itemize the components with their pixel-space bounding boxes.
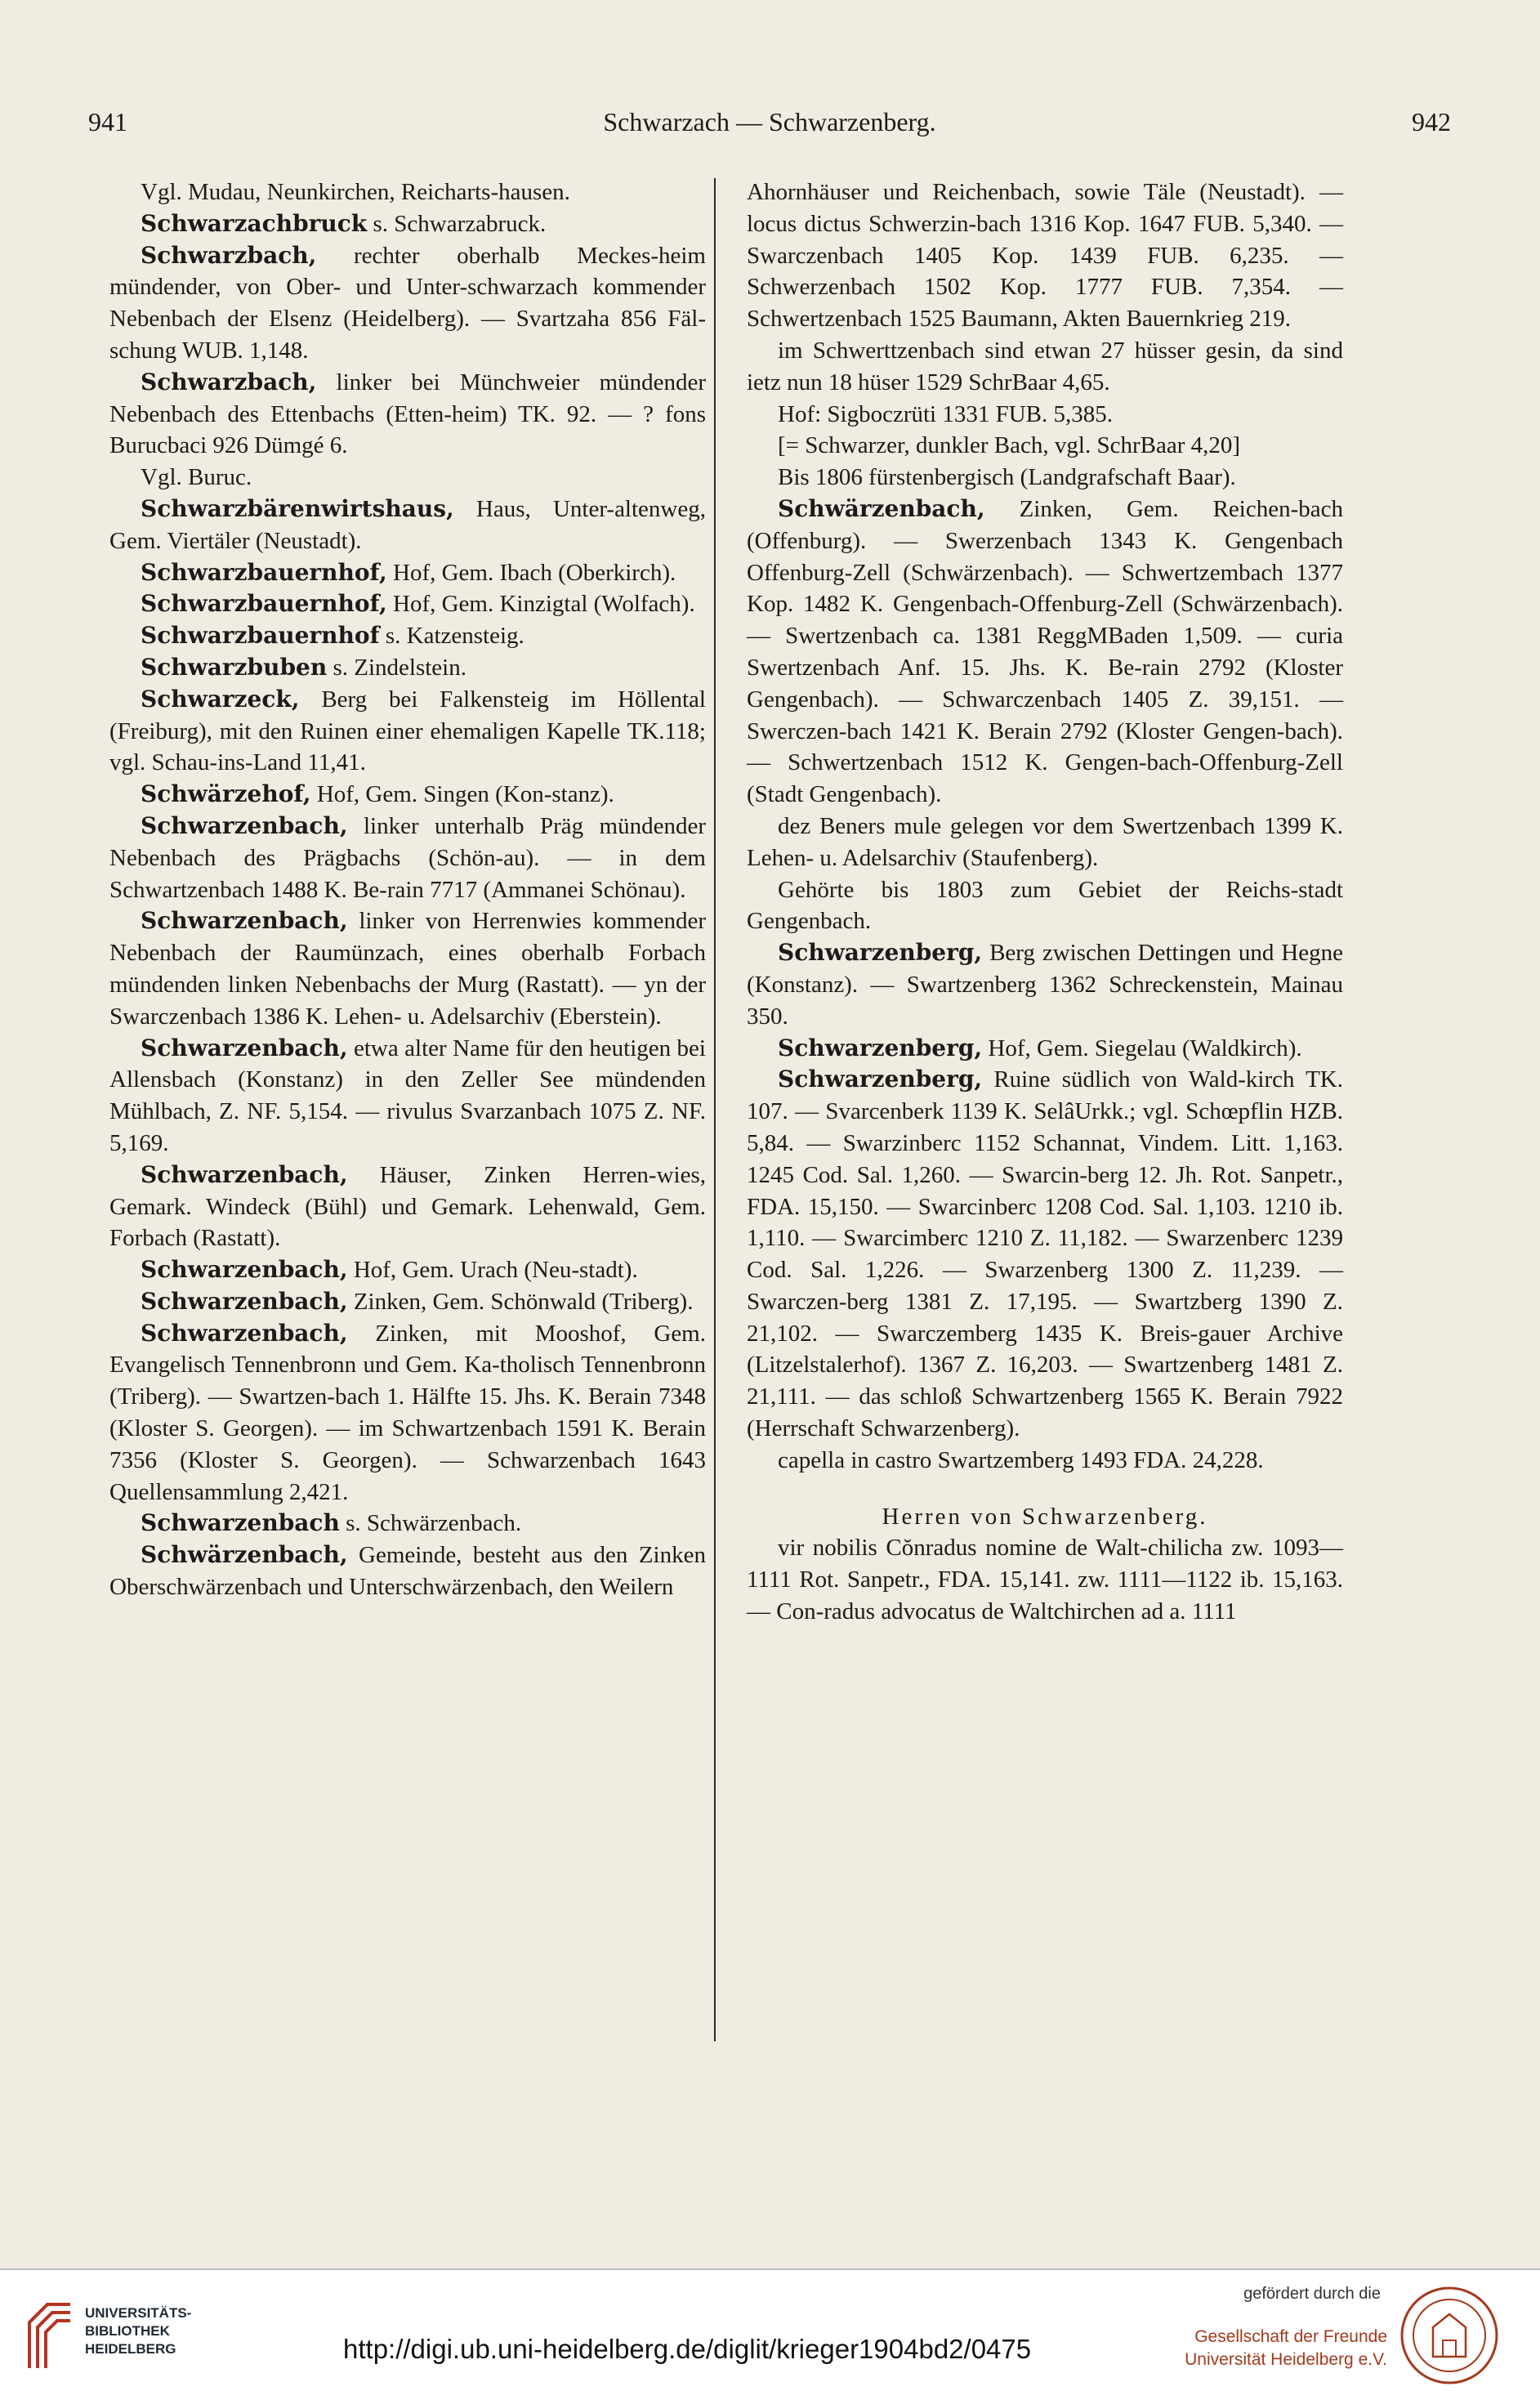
entry-headword: Schwarzenbach,: [141, 1319, 348, 1347]
entry-headword: Schwarzbach,: [141, 241, 317, 269]
entry-headword: Schwarzenbach,: [141, 907, 348, 935]
entry-paragraph: [747, 177, 1343, 335]
entry-text: capella in castro Swartzemberg 1493 FDA. 24,228.: [778, 1446, 1264, 1473]
entry-text: Zinken, Gem. Reichen-bach (Offenburg). — Swerzenbach 1343 K. Gengenbach Offenburg-Zell (Schwärzenbach). — Schwertzembach 1377 Kop. 1482 K. Gengenbach-Offenburg-Zell (Schwärzenbach). — Swertzenbach ca. 1381 ReggMBaden 1,509. — curia Swertzenbach Anf. 15. Jhs. K. Be-rain 2792 (Kloster Gengenbach). — Schwarczenbach 1405 Z. 39,151. — Swerczen-bach 1421 K. Berain 2792 (Kloster Gengen-bach). — Schwertzenbach 1512 K. Gengen-bach-Offenburg-Zell (Stadt Gengenbach).: [747, 495, 1343, 808]
entry-text: Hof, Gem. Ibach (Oberkirch).: [386, 559, 676, 586]
entry-text: Ahornhäuser und Reichenbach, sowie Täle (Neustadt). — locus dictus Schwerzin-bach 1316 Kop. 1647 FUB. 5,340. — Swarczenbach 1405 Kop. 1439 FUB. 6,235. — Schwerzenbach 1502 Kop. 1777 FUB. 7,354. — Schwertzenbach 1525 Baumann, Akten Bauernkrieg 219.: [747, 179, 1343, 333]
entry-text: Hof, Gem. Siegelau (Waldkirch).: [982, 1035, 1302, 1061]
entry-paragraph: [109, 1318, 706, 1508]
entry-text: im Schwerttzenbach sind etwan 27 hüsser gesin, da sind ietz nun 18 hüser 1529 SchrBaar 4,65.: [747, 337, 1343, 396]
entry-paragraph: [109, 811, 706, 905]
entry-headword: Schwarzeck,: [141, 685, 300, 713]
page-number-left: 941: [88, 107, 127, 136]
entry-paragraph: [109, 905, 706, 1032]
entry-headword: Schwarzachbruck: [141, 209, 368, 237]
entry-headword: Schwarzenbach,: [141, 1256, 348, 1284]
entry-text: dez Beners mule gelegen vor dem Swertzenbach 1399 K. Lehen- u. Adelsarchiv (Staufenberg).: [747, 812, 1343, 871]
entry-text: Hof: Sigboczrüti 1331 FUB. 5,385.: [778, 400, 1114, 427]
entry-text: s. Zindelstein.: [327, 654, 466, 681]
entry-paragraph: [109, 462, 706, 494]
section-heading: [747, 1501, 1343, 1533]
entry-text: etwa alter Name für den heutigen bei Allensbach (Konstanz) in den Zeller See mündenden Mühlbach, Z. NF. 5,154. — rivulus Svarzanbach 1075 Z. NF. 5,169.: [109, 1035, 706, 1156]
entry-paragraph: [747, 430, 1343, 462]
entry-headword: Schwarzenbach,: [141, 1160, 348, 1188]
entry-text: Hof, Gem. Urach (Neu-stadt).: [347, 1257, 638, 1284]
entry-text: Berg zwischen Dettingen und Hegne (Konstanz). — Swartzenberg 1362 Schreckenstein, Mainau 350.: [747, 940, 1343, 1030]
entry-paragraph: [747, 335, 1343, 399]
entry-paragraph: [109, 779, 706, 811]
entry-headword: Schwarzenberg,: [778, 1066, 983, 1093]
entry-paragraph: [747, 494, 1343, 811]
entry-text: Herren von Schwarzenberg.: [882, 1503, 1208, 1530]
entry-paragraph: [109, 240, 706, 367]
entry-text: Vgl. Mudau, Neunkirchen, Reicharts-hausen.: [141, 179, 570, 205]
column-divider: [714, 178, 716, 2041]
entry-headword: Schwarzenbach: [141, 1509, 340, 1537]
entry-text: Häuser, Zinken Herren-wies, Gemark. Windeck (Bühl) und Gemark. Lehenwald, Gem. Forbach (Rastatt).: [109, 1161, 706, 1252]
entry-paragraph: [109, 1254, 706, 1286]
library-name: UNIVERSITÄTS- BIBLIOTHEK HEIDELBERG: [85, 2305, 192, 2357]
entry-text: [= Schwarzer, dunkler Bach, vgl. SchrBaar 4,20]: [778, 432, 1241, 459]
entry-headword: Schwarzbach,: [141, 368, 317, 396]
entry-paragraph: [109, 208, 706, 240]
entry-paragraph: [747, 1445, 1343, 1477]
entry-text: Hof, Gem. Kinzigtal (Wolfach).: [386, 591, 695, 618]
entry-headword: Schwarzenberg,: [778, 1034, 983, 1061]
entry-text: s. Schwärzenbach.: [339, 1510, 522, 1537]
entry-headword: Schwarzbauernhof: [141, 622, 380, 650]
entry-paragraph: [109, 494, 706, 557]
entry-headword: Schwarzbuben: [141, 653, 328, 681]
page-number-right: 942: [1412, 107, 1451, 136]
entry-paragraph: [747, 811, 1343, 874]
entry-paragraph: [747, 1033, 1343, 1065]
entry-text: s. Schwarzabruck.: [367, 210, 547, 237]
footer-divider: [0, 2268, 1540, 2270]
entry-paragraph: [747, 1064, 1343, 1445]
entry-text: Ruine südlich von Wald-kirch TK. 107. — Svarcenberk 1139 K. SelâUrkk.; vgl. Schœpflin HZB. 5,84. — Swarzinberc 1152 Schannat, Vindem. Litt. 1,163. 1245 Cod. Sal. 1,260. — Swarcin-berg 12. Jh. Rot. Sanpetr., FDA. 15,150. — Swarcinberc 1208 Cod. Sal. 1,103. 1210 ib. 1,110. — Swarcimberc 1210 Z. 11,182. — Swarzenberc 1239 Cod. Sal. 1,226. — Swarzenberg 1300 Z. 11,239. — Swarczen-berg 1381 Z. 17,195. — Swartzberg 1390 Z. 21,102. — Swarczemberg 1435 K. Breis-gauer Archive (Litzelstalerhof). 1367 Z. 16,203. — Swartzenberg 1481 Z. 21,111. — das schloß Schwartzenberg 1565 K. Berain 7922 (Herrschaft Schwarzenberg).: [747, 1066, 1343, 1442]
entry-text: Gehörte bis 1803 zum Gebiet der Reichs-stadt Gengenbach.: [747, 876, 1343, 935]
entry-paragraph: [747, 462, 1343, 494]
entry-text: Zinken, Gem. Schönwald (Triberg).: [347, 1288, 694, 1315]
entry-paragraph: [109, 1033, 706, 1160]
entry-paragraph: [109, 588, 706, 620]
entry-paragraph: [109, 620, 706, 652]
entry-text: Gemeinde, besteht aus den Zinken Oberschwärzenbach und Unterschwärzenbach, den Weilern: [109, 1542, 706, 1601]
entry-paragraph: [747, 937, 1343, 1032]
viewer-footer: [0, 2268, 1540, 2391]
left-column: [109, 177, 706, 1603]
sponsor-caption: gefördert durch die: [1243, 2285, 1381, 2303]
entry-headword: Schwärzenbach,: [778, 494, 985, 522]
entry-paragraph: [109, 684, 706, 779]
entry-paragraph: [109, 1508, 706, 1540]
entry-paragraph: [109, 177, 706, 208]
entry-headword: Schwarzenbach,: [141, 811, 348, 839]
entry-headword: Schwarzbärenwirtshaus,: [141, 494, 454, 522]
entry-headword: Schwarzbauernhof,: [141, 590, 387, 618]
entry-text: linker von Herrenwies kommender Nebenbach der Raumünzach, eines oberhalb Forbach mündenden linken Nebenbachs der Murg (Rastatt). — yn der Swarczenbach 1386 K. Lehen- u. Adelsarchiv (Eberstein).: [109, 908, 706, 1030]
entry-paragraph: [109, 1540, 706, 1603]
entry-text: Berg bei Falkensteig im Höllental (Freiburg), mit den Ruinen einer ehemaligen Kapelle TK.118; vgl. Schau-ins-Land 11,41.: [109, 686, 706, 776]
running-title: Schwarzach — Schwarzenberg.: [603, 107, 936, 136]
entry-paragraph: [747, 1532, 1343, 1627]
ub-heidelberg-logo-icon: [23, 2298, 75, 2371]
entry-paragraph: [747, 874, 1343, 938]
entry-headword: Schwärzehof,: [141, 780, 311, 808]
entry-text: Haus, Unter-altenweg, Gem. Viertäler (Neustadt).: [109, 495, 706, 554]
entry-headword: Schwärzenbach,: [141, 1541, 348, 1569]
running-head: [88, 101, 1451, 142]
entry-paragraph: [109, 1160, 706, 1254]
entry-paragraph: [109, 557, 706, 589]
entry-paragraph: [747, 399, 1343, 431]
entry-headword: Schwarzenbach,: [141, 1287, 348, 1315]
entry-headword: Schwarzenbach,: [141, 1034, 348, 1061]
entry-text: linker unterhalb Präg mündender Nebenbach des Prägbachs (Schön-au). — in dem Schwartzenbach 1488 K. Be-rain 7717 (Ammanei Schönau).: [109, 812, 706, 903]
entry-text: rechter oberhalb Meckes-heim mündender, von Ober- und Unter-schwarzach kommender Nebenbach der Elsenz (Heidelberg). — Svartzaha 856 Fäl-schung WUB. 1,148.: [109, 242, 706, 364]
university-seal-icon: [1399, 2285, 1500, 2386]
entry-text: s. Katzensteig.: [379, 623, 524, 650]
permalink-url[interactable]: http://digi.ub.uni-heidelberg.de/diglit/krieger1904bd2/0475: [343, 2334, 1032, 2364]
entry-paragraph: [109, 1286, 706, 1318]
entry-paragraph: [109, 367, 706, 462]
entry-text: Bis 1806 fürstenbergisch (Landgrafschaft Baar).: [778, 464, 1236, 491]
entry-text: Vgl. Buruc.: [141, 464, 252, 491]
entry-text: Zinken, mit Mooshof, Gem. Evangelisch Tennenbronn und Gem. Ka-tholisch Tennenbronn (Triberg). — Swartzen-bach 1. Hälfte 15. Jhs. K. Berain 7348 (Kloster S. Georgen). — im Schwartzenbach 1591 K. Berain 7356 (Kloster S. Georgen). — Schwarzenbach 1643 Quellensammlung 2,421.: [109, 1320, 706, 1505]
sponsor-name: Gesellschaft der Freunde Universität Heidelberg e.V.: [1185, 2327, 1387, 2369]
entry-headword: Schwarzbauernhof,: [141, 558, 387, 586]
entry-headword: Schwarzenberg,: [778, 939, 983, 967]
entry-text: Hof, Gem. Singen (Kon-stanz).: [310, 781, 614, 808]
entry-text: vir nobilis Cŏnradus nomine de Walt-chilicha zw. 1093—1111 Rot. Sanpetr., FDA. 15,141. zw. 1111—1122 ib. 15,163. — Con-radus advocatus de Waltchirchen ad a. 1111: [747, 1535, 1343, 1625]
entry-paragraph: [109, 652, 706, 684]
entry-text: linker bei Münchweier mündender Nebenbach des Ettenbachs (Etten-heim) TK. 92. — ? fons Burucbaci 926 Dümgé 6.: [109, 369, 706, 459]
right-column: [747, 177, 1343, 1628]
